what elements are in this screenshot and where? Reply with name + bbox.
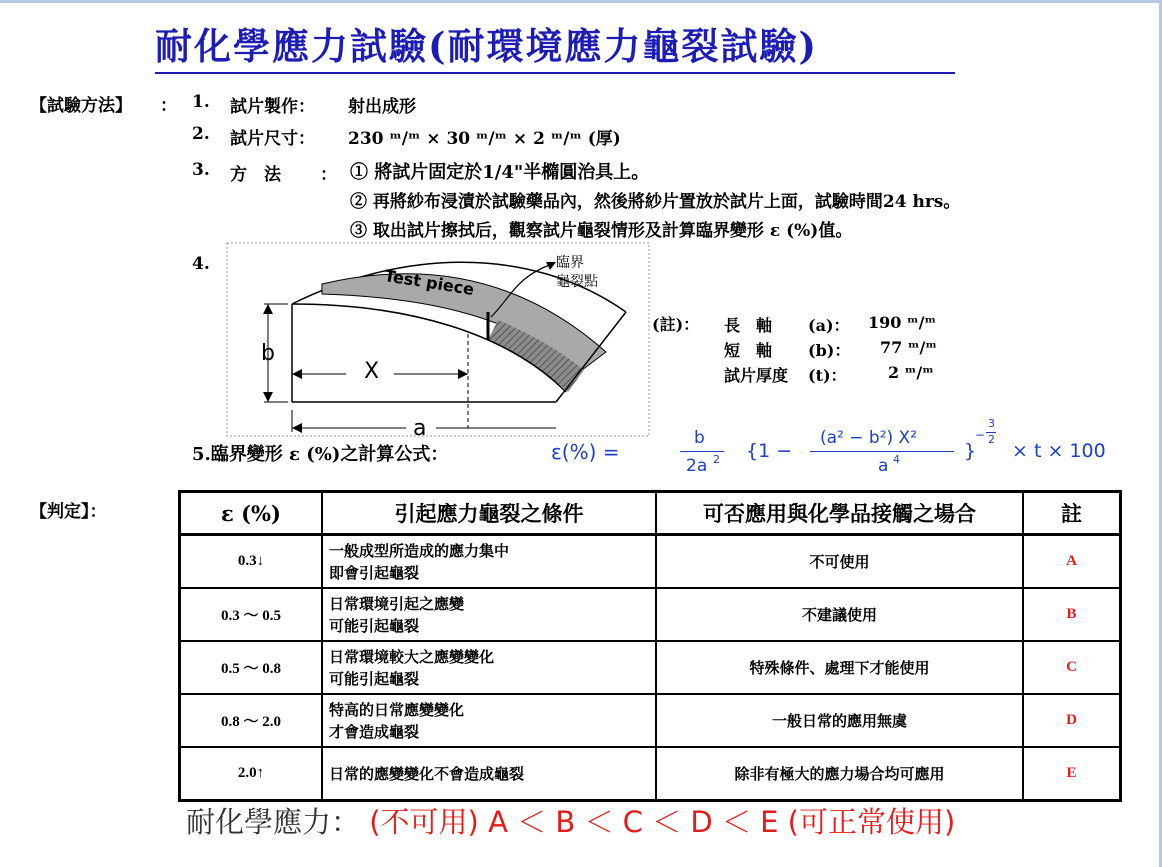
- rating-cell: A: [1023, 535, 1121, 589]
- formula-frac1-denominator: 2a: [686, 456, 708, 476]
- page-title: 耐化學應力試驗(耐環境應力龜裂試驗): [155, 22, 955, 74]
- formula-exponent-denominator: 2: [988, 433, 995, 446]
- strain-cell: 0.3↓: [180, 535, 323, 589]
- note-thickness-value: 2 ᵐ/ᵐ: [888, 363, 934, 382]
- formula-close-brace: }: [964, 440, 977, 462]
- condition-line-1: 日常環境引起之應變: [329, 594, 465, 613]
- table-header-row: [180, 492, 1121, 535]
- condition-cell: [322, 588, 656, 641]
- condition-line-2: 可能引起龜裂: [329, 616, 420, 635]
- condition-cell: [322, 641, 656, 694]
- column-header-strain: ε (%): [180, 492, 323, 535]
- summary-scale: (不可用) A ＜ B ＜ C ＜ D ＜ E (可正常使用): [369, 805, 956, 839]
- table-row: [180, 535, 1121, 589]
- method-header: 【試驗方法】: [30, 96, 132, 116]
- diagram-label-x: X: [364, 359, 380, 384]
- condition-cell: [322, 747, 656, 801]
- step-2-label: 試片尺寸：: [230, 129, 315, 149]
- rating-cell: C: [1023, 641, 1121, 694]
- table-row: [180, 747, 1121, 801]
- application-cell: 除非有極大的應力場合均可應用: [656, 747, 1023, 801]
- formula-frac2-numerator: (a² − b²) X²: [820, 428, 918, 448]
- formula-frac1-denominator-exp: 2: [713, 453, 720, 466]
- judgement-table: [178, 490, 1122, 802]
- note-minor-axis-value: 77 ᵐ/ᵐ: [880, 338, 937, 357]
- condition-cell: [322, 535, 656, 589]
- step-3-number: 3.: [192, 160, 210, 180]
- step-3-label: 方 法: [230, 165, 281, 185]
- strain-cell: 2.0↑: [180, 747, 323, 801]
- condition-cell: [322, 694, 656, 747]
- formula-open-brace: {1 −: [746, 440, 793, 462]
- application-cell: 不建議使用: [656, 588, 1023, 641]
- column-header-condition: 引起應力龜裂之條件: [322, 492, 656, 535]
- step-2-value: 230 ᵐ/ᵐ × 30 ᵐ/ᵐ × 2 ᵐ/ᵐ (厚): [348, 129, 621, 149]
- condition-line-1: 特高的日常應變變化: [329, 700, 465, 719]
- summary-label: 耐化學應力：: [186, 805, 361, 839]
- formula-lhs: ε(%) =: [551, 440, 620, 464]
- strain-cell: 0.8 ～ 2.0: [180, 694, 323, 747]
- formula-tail: × t × 100: [1012, 440, 1106, 462]
- formula-label: 5.臨界變形 ε (%)之計算公式：: [192, 444, 449, 465]
- diagram-label-b: b: [261, 341, 275, 366]
- condition-line-2: 可能引起龜裂: [329, 669, 420, 688]
- note-minor-axis-symbol: (b)：: [808, 341, 851, 360]
- condition-line-1: 日常環境較大之應變變化: [329, 647, 495, 666]
- step-1-value: 射出成形: [348, 97, 416, 117]
- application-cell: 特殊條件、處理下才能使用: [656, 641, 1023, 694]
- condition-line-2: 即會引起龜裂: [329, 563, 420, 582]
- column-header-note: 註: [1023, 492, 1121, 535]
- substep-2: ② 再將紗布浸漬於試驗藥品內，然後將紗片置放於試片上面，試驗時間24 hrs。: [350, 192, 961, 212]
- strain-cell: 0.5 ～ 0.8: [180, 641, 323, 694]
- application-cell: 不可使用: [656, 535, 1023, 589]
- step-1-number: 1.: [192, 92, 210, 112]
- formula-exponent-numerator: 3: [988, 417, 995, 430]
- substep-3: ③ 取出試片擦拭后，觀察試片龜裂情形及計算臨界變形 ε (%)值。: [350, 221, 853, 241]
- summary-line: [186, 800, 955, 841]
- method-header-colon: ：: [160, 96, 177, 116]
- formula-frac2-bar: [810, 451, 954, 452]
- note-thickness-symbol: (t)：: [808, 366, 847, 385]
- diagram-label-test-piece: Test piece: [383, 266, 476, 299]
- formula-frac1-numerator: b: [694, 428, 705, 448]
- notes-label: (註)：: [652, 315, 700, 334]
- rating-cell: D: [1023, 694, 1121, 747]
- note-major-axis-symbol: (a)：: [808, 316, 850, 335]
- application-cell: 一般日常的應用無虞: [656, 694, 1023, 747]
- note-major-axis-value: 190 ᵐ/ᵐ: [868, 313, 937, 332]
- formula-exponent-sign: −: [975, 428, 986, 442]
- column-header-application: 可否應用與化學品接觸之場合: [656, 492, 1023, 535]
- formula-frac2-denominator: a: [878, 456, 889, 476]
- rating-cell: E: [1023, 747, 1121, 801]
- note-major-axis-name: 長 軸: [724, 316, 773, 335]
- table-row: [180, 641, 1121, 694]
- diagram-label-critical-2: 龜裂點: [556, 274, 598, 290]
- diagram-label-critical-1: 臨界: [556, 255, 584, 271]
- step-4-number: 4.: [192, 254, 210, 274]
- rating-cell: B: [1023, 588, 1121, 641]
- diagram-label-a: a: [413, 416, 427, 441]
- formula-frac1-bar: [680, 451, 724, 452]
- judge-header: 【判定】：: [30, 502, 107, 522]
- step-3-colon: ：: [320, 165, 337, 185]
- condition-line-2: 才會造成龜裂: [329, 722, 420, 741]
- substep-1: ① 將試片固定於1/4"半橢圓治具上。: [350, 162, 650, 183]
- condition-line-1: 一般成型所造成的應力集中: [329, 541, 510, 560]
- step-2-number: 2.: [192, 124, 210, 144]
- step-1-label: 試片製作：: [230, 97, 315, 117]
- table-row: [180, 694, 1121, 747]
- table-row: [180, 588, 1121, 641]
- window-frame-top: [0, 0, 1162, 3]
- formula-frac2-denominator-exp: 4: [893, 453, 900, 466]
- condition-line-1: 日常的應變變化不會造成龜裂: [329, 764, 525, 783]
- note-thickness-name: 試片厚度: [724, 366, 789, 385]
- strain-cell: 0.3 ～ 0.5: [180, 588, 323, 641]
- note-minor-axis-name: 短 軸: [724, 341, 773, 360]
